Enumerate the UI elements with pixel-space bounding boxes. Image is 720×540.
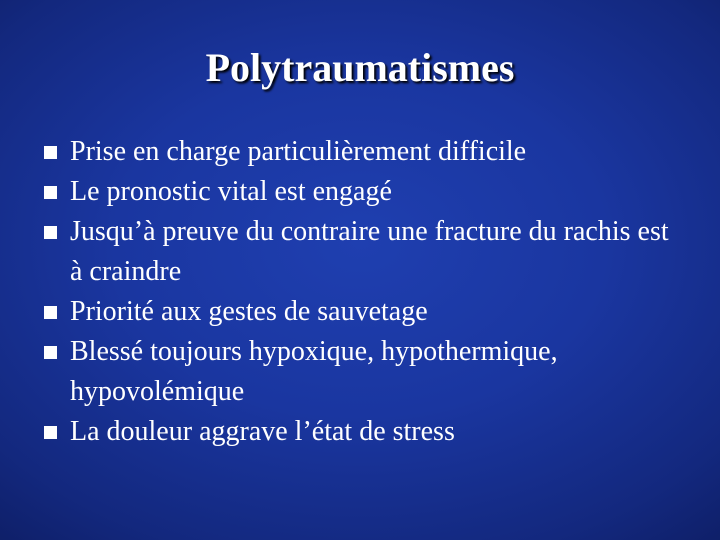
bullet-text: Prise en charge particulièrement difficile <box>70 136 527 167</box>
square-bullet-icon <box>44 346 57 359</box>
bullet-item <box>44 132 684 172</box>
bullet-text: Blessé toujours hypoxique, hypothermique, hypovolémique <box>70 336 558 407</box>
square-bullet-icon <box>44 146 57 159</box>
square-bullet-icon <box>44 226 57 239</box>
slide-title: Polytraumatismes <box>205 45 515 90</box>
bullet-list <box>44 132 684 452</box>
bullet-item <box>44 412 684 452</box>
square-bullet-icon <box>44 426 57 439</box>
bullet-item <box>44 212 684 292</box>
bullet-item <box>44 292 684 332</box>
bullet-text: La douleur aggrave l’état de stress <box>70 416 455 447</box>
square-bullet-icon <box>44 306 57 319</box>
bullet-text: Jusqu’à preuve du contraire une fracture du rachis est à craindre <box>70 216 669 287</box>
bullet-text: Priorité aux gestes de sauvetage <box>70 296 428 327</box>
bullet-item <box>44 332 684 412</box>
square-bullet-icon <box>44 186 57 199</box>
bullet-item <box>44 172 684 212</box>
bullet-text: Le pronostic vital est engagé <box>70 176 392 207</box>
